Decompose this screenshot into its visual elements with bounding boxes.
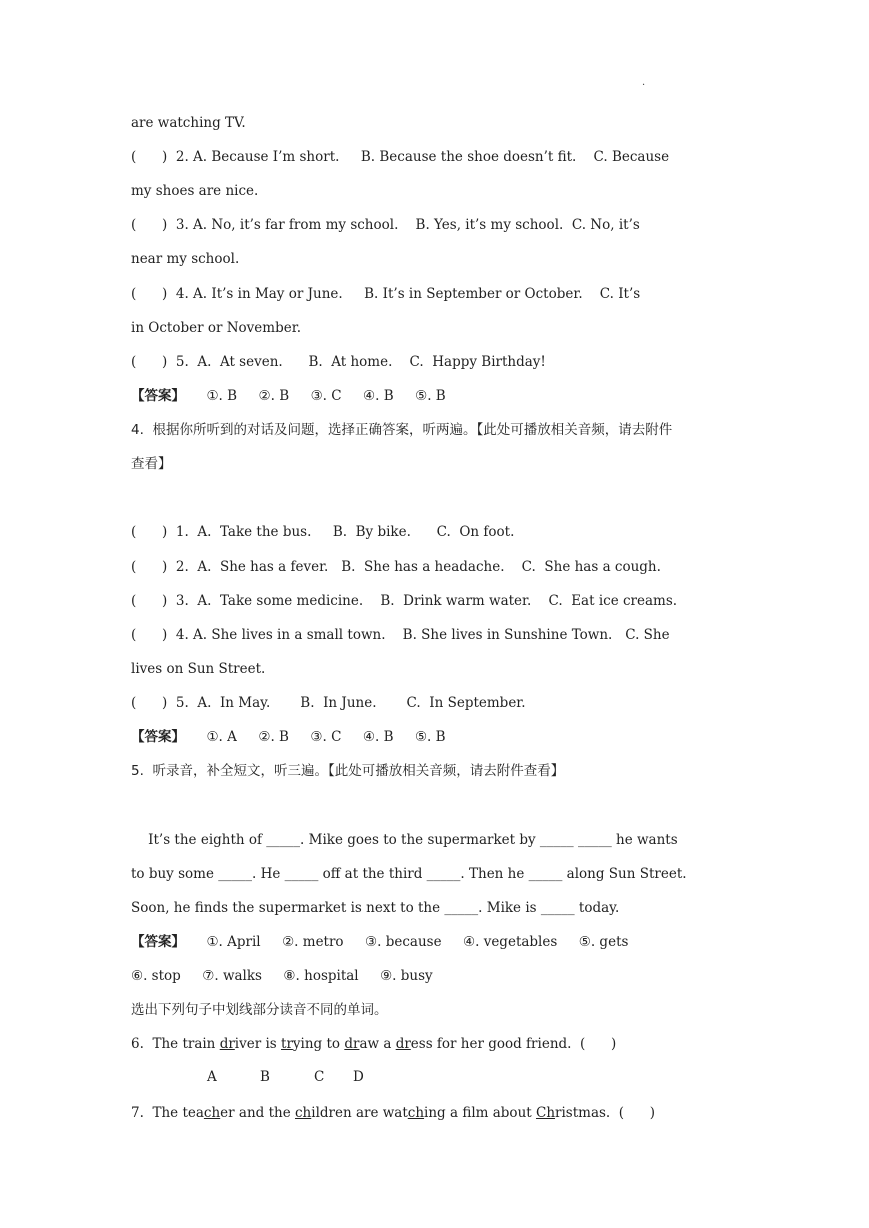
q6-underline-4: dr bbox=[395, 1036, 411, 1052]
q7-text-2: er and the bbox=[220, 1105, 295, 1121]
q7-underline-2: ch bbox=[294, 1105, 312, 1121]
question-6 bbox=[131, 1035, 616, 1053]
s4-question-3: ( ) 3. A. Take some medicine. B. Drink warm water. C. Eat ice creams. bbox=[131, 593, 678, 609]
question-7 bbox=[131, 1104, 655, 1122]
answer-line-section-3 bbox=[131, 387, 446, 405]
q7-underline-4: Ch bbox=[535, 1105, 556, 1121]
q7-text-5: ristmas. ( ) bbox=[555, 1105, 656, 1121]
q6-text-1: 6. The train bbox=[131, 1036, 220, 1052]
s4-question-4: ( ) 4. A. She lives in a small town. B. She lives in Sunshine Town. C. She bbox=[131, 627, 670, 643]
passage-line-1: It’s the eighth of _____. Mike goes to the supermarket by _____ _____ he wants bbox=[131, 832, 678, 848]
question-2-line: ( ) 2. A. Because I’m short. B. Because the shoe doesn’t fit. C. Because bbox=[131, 149, 670, 165]
q6-underline-1: dr bbox=[219, 1036, 235, 1052]
s4-question-2: ( ) 2. A. She has a fever. B. She has a headache. C. She has a cough. bbox=[131, 559, 661, 575]
q6-text-3: ying to bbox=[292, 1036, 345, 1052]
q6-text-2: iver is bbox=[234, 1036, 282, 1052]
q6-underline-3: dr bbox=[344, 1036, 360, 1052]
answer-label: 【答案】 bbox=[131, 934, 185, 950]
q6-text-4: aw a bbox=[359, 1036, 396, 1052]
section-6-heading: 选出下列句子中划线部分读音不同的单词。 bbox=[131, 1002, 388, 1018]
answer-line-section-4 bbox=[131, 728, 446, 746]
section-5-heading: 5. 听录音，补全短文，听三遍。【此处可播放相关音频，请去附件查看】 bbox=[131, 763, 565, 779]
q6-option-c: C bbox=[314, 1069, 325, 1085]
page-mark: · bbox=[642, 80, 646, 91]
question-3-continuation: near my school. bbox=[131, 251, 240, 267]
question-4-line: ( ) 4. A. It’s in May or June. B. It’s in September or October. C. It’s bbox=[131, 286, 641, 302]
section-4-heading-continuation: 查看】 bbox=[131, 456, 172, 472]
answer-line-section-5 bbox=[131, 933, 628, 951]
s4-question-4-continuation: lives on Sun Street. bbox=[131, 661, 266, 677]
passage-line-3: Soon, he finds the supermarket is next to the _____. Mike is _____ today. bbox=[131, 900, 620, 916]
q6-underline-2: tr bbox=[281, 1036, 293, 1052]
q7-text-3: ildren are wat bbox=[311, 1105, 408, 1121]
q6-text-5: ess for her good friend. ( ) bbox=[410, 1036, 617, 1052]
answer-label: 【答案】 bbox=[131, 388, 185, 404]
q7-text-1: 7. The tea bbox=[131, 1105, 204, 1121]
section-4-heading: 4. 根据你所听到的对话及问题，选择正确答案，听两遍。【此处可播放相关音频，请去附件 bbox=[131, 422, 673, 438]
question-1-continuation: are watching TV. bbox=[131, 115, 246, 131]
s4-question-5: ( ) 5. A. In May. B. In June. C. In September. bbox=[131, 695, 526, 711]
answer-line-section-5-continuation: ⑥. stop ⑦. walks ⑧. hospital ⑨. busy bbox=[131, 968, 433, 984]
q6-option-d: D bbox=[353, 1069, 364, 1085]
question-2-continuation: my shoes are nice. bbox=[131, 183, 259, 199]
q7-underline-3: ch bbox=[407, 1105, 425, 1121]
s4-question-1: ( ) 1. A. Take the bus. B. By bike. C. On foot. bbox=[131, 524, 515, 540]
passage-line-2: to buy some _____. He _____ off at the third _____. Then he _____ along Sun Street. bbox=[131, 866, 687, 882]
question-3-line: ( ) 3. A. No, it’s far from my school. B. Yes, it’s my school. C. No, it’s bbox=[131, 217, 640, 233]
q6-option-b: B bbox=[260, 1069, 270, 1085]
answer-values: ①. April ②. metro ③. because ④. vegetables ⑤. gets bbox=[185, 934, 629, 950]
q7-underline-1: ch bbox=[203, 1105, 221, 1121]
answer-values: ①. B ②. B ③. C ④. B ⑤. B bbox=[185, 388, 446, 404]
answer-label: 【答案】 bbox=[131, 729, 185, 745]
q7-text-4: ing a film about bbox=[424, 1105, 536, 1121]
question-4-continuation: in October or November. bbox=[131, 320, 301, 336]
question-5-line: ( ) 5. A. At seven. B. At home. C. Happy Birthday! bbox=[131, 354, 546, 370]
q6-option-a: A bbox=[207, 1069, 217, 1085]
answer-values: ①. A ②. B ③. C ④. B ⑤. B bbox=[185, 729, 446, 745]
